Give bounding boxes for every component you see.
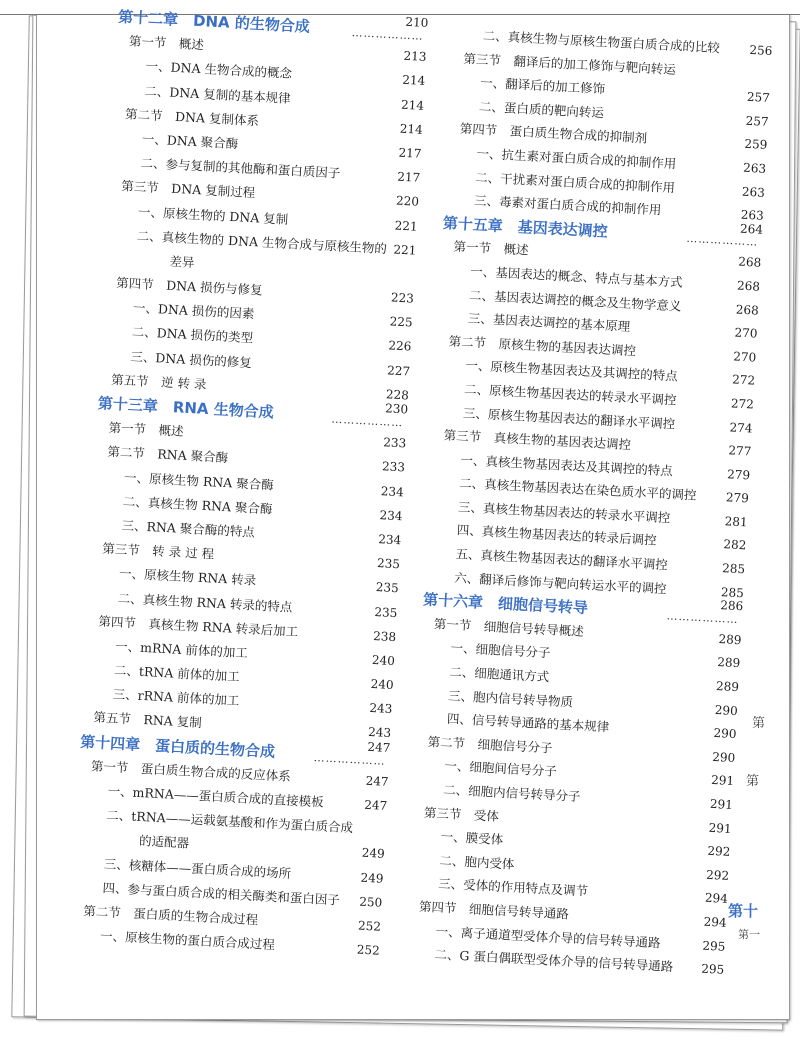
toc-entry-title: 第五节 RNA 复制: [93, 709, 203, 731]
toc-page-number: 294: [703, 914, 727, 930]
toc-page-number: 243: [367, 725, 392, 741]
toc-page-number: 281: [724, 514, 748, 530]
toc-entry-title: 四、真核生物基因表达的转录后调控: [456, 522, 657, 549]
edge-fragment: 第: [746, 774, 760, 789]
toc-entry-title: 二、真核生物 RNA 转录的特点: [117, 590, 293, 615]
toc-entry-title: 第一节 概述: [128, 33, 205, 53]
toc-entry-title: 第十三章 RNA 生物合成: [97, 394, 275, 422]
toc-entry-title: 三、毒素对蛋白质合成的抑制作用: [473, 192, 662, 218]
toc-entry-title: 三、胞内信号转导物质: [447, 687, 574, 710]
toc-entry-title: 一、DNA 聚合酶: [141, 131, 239, 152]
toc-entry-title: 第三节 受体: [423, 804, 500, 824]
toc-entry-title: 第五节 逆 转 录: [110, 371, 207, 392]
toc-page-number: 213: [403, 48, 427, 65]
toc-page-number: 274: [729, 419, 753, 436]
toc-entry-title: 第二节 原核生物的基因表达调控: [448, 333, 637, 359]
toc-entry-title: 二、基因表达调控的概念及生物学意义: [468, 287, 682, 314]
toc-entry-title: 第十四章 蛋白质的生物合成: [79, 732, 276, 761]
toc-entry-title: 第三节 DNA 复制过程: [120, 178, 256, 201]
toc-entry-title: 一、mRNA——蛋白质合成的直接模板: [107, 783, 325, 810]
toc-page-number: 277: [728, 443, 752, 459]
toc-entry-title: 二、真核生物与原核生物蛋白质合成的比较: [482, 27, 721, 56]
toc-entry-title: 三、受体的作用特点及调节: [437, 876, 589, 899]
toc-page-number: 268: [735, 302, 760, 318]
toc-right-column: [404, 22, 773, 981]
toc-entry-title: 第四节 DNA 损伤与修复: [115, 275, 263, 298]
toc-page-number: 289: [715, 679, 740, 695]
toc-page-number: 250: [358, 894, 383, 910]
toc-entry-title: 的适配器: [138, 833, 190, 851]
toc-entry-title: 三、核糖体——蛋白质合成的场所: [103, 855, 292, 881]
toc-entry-title: 第二节 蛋白质的生物合成过程: [82, 903, 259, 928]
toc-page-number: 240: [371, 652, 396, 668]
toc-entry-title: 二、真核生物 RNA 聚合酶: [122, 493, 273, 517]
toc-entry-title: 二、DNA 复制的基本规律: [143, 82, 292, 106]
toc-page-number: 217: [398, 145, 422, 161]
toc-entry-title: 第一节 概述: [453, 238, 529, 258]
toc-entry-title: 第三节 真核生物的基因表达调控: [443, 427, 632, 453]
toc-page-number: 234: [379, 507, 403, 524]
toc-entry-title: 五、真核生物基因表达的翻译水平调控: [455, 546, 669, 573]
toc-page-number: 290: [714, 702, 739, 718]
toc-entry-title: 一、离子通道型受体介导的信号转导通路: [435, 923, 661, 950]
toc-page-number: 263: [740, 207, 765, 223]
toc-page-number: 214: [399, 121, 424, 137]
toc-page-number: 257: [745, 113, 769, 129]
toc-entry-title: 六、翻译后修饰与靶向转运水平的调控: [453, 569, 667, 596]
toc-page-number: 268: [736, 278, 761, 294]
toc-page-number: 279: [726, 466, 751, 483]
toc-entry-title: 第四节 真核生物 RNA 转录后加工: [98, 613, 299, 639]
toc-page-number: 272: [730, 396, 755, 412]
toc-entry-title: 第一节 细胞信号转导概述: [433, 615, 585, 639]
leader-dots: ………………: [331, 412, 404, 430]
toc-page-number: 249: [361, 846, 386, 862]
toc-page-number: 268: [737, 254, 762, 271]
toc-page-number: 294: [704, 891, 729, 907]
toc-entry-title: 二、干扰素对蛋白质合成的抑制作用: [474, 169, 676, 195]
toc-entry-title: 二、真核生物的 DNA 生物合成与原核生物的: [136, 227, 388, 256]
toc-entry-title: 第二节 细胞信号分子: [427, 733, 553, 756]
toc-page-number: 220: [395, 193, 420, 210]
toc-page-number: 290: [712, 749, 736, 765]
leader-dots: ………………: [351, 26, 424, 43]
toc-page-number: 214: [400, 97, 425, 113]
toc-entry-title: 第二节 DNA 复制体系: [124, 106, 260, 129]
toc-entry-title: 一、DNA 生物合成的概念: [145, 58, 293, 82]
toc-entry-title: 第二节 RNA 聚合酶: [107, 444, 229, 466]
toc-entry-title: 二、参与复制的其他酶和蛋白质因子: [140, 155, 341, 181]
toc-entry-title: 一、原核生物 RNA 转录: [118, 565, 257, 589]
toc-page-number: 228: [385, 387, 410, 403]
toc-page-number: 247: [364, 797, 388, 813]
toc-page-number: 252: [356, 942, 381, 958]
toc-page-number: 247: [367, 739, 391, 755]
toc-entry-title: 一、翻译后的加工修饰: [479, 75, 606, 97]
toc-page-number: 235: [375, 580, 400, 596]
toc-page-number: 234: [380, 483, 405, 499]
toc-page-number: 295: [702, 938, 726, 954]
leader-dots: ………………: [313, 750, 386, 768]
toc-entry-title: 一、mRNA 前体的加工: [114, 638, 249, 661]
toc-page-number: 240: [370, 676, 394, 693]
toc-entry-title: 三、RNA 聚合酶的特点: [121, 517, 256, 540]
toc-page-number: 230: [384, 401, 409, 417]
toc-page-number: 279: [725, 490, 750, 506]
toc-page-number: 225: [389, 314, 413, 330]
toc-page-number: 291: [708, 820, 732, 836]
toc-entry-title: 第四节 蛋白质生物合成的抑制剂: [459, 121, 648, 146]
toc-page-number: 292: [705, 867, 730, 883]
edge-fragment: 第: [752, 716, 766, 731]
toc-page-number: 290: [713, 726, 737, 742]
toc-entry-title: 四、信号转导通路的基本规律: [446, 711, 610, 735]
toc-page-number: 221: [394, 218, 419, 234]
toc-entry-title: 三、真核生物基因表达的转录水平调控: [457, 499, 671, 526]
toc-page-number: 214: [402, 73, 426, 89]
toc-page-number: 234: [377, 532, 402, 548]
toc-entry-title: 一、原核生物 RNA 聚合酶: [123, 469, 275, 493]
toc-page-number: 238: [372, 628, 397, 644]
toc-entry-title: 三、rRNA 前体的加工: [112, 686, 240, 709]
toc-page-number: 235: [376, 556, 401, 572]
toc-entry-title: 第十六章 细胞信号转导: [422, 590, 589, 618]
toc-page-number: 295: [700, 961, 725, 977]
leader-dots: ………………: [686, 232, 759, 249]
toc-entry-title: 二、tRNA 前体的加工: [113, 662, 241, 685]
toc-entry-title: 一、膜受体: [440, 828, 504, 848]
toc-page-number: 249: [360, 870, 384, 886]
toc-entry-title: 三、DNA 损伤的修复: [130, 348, 253, 370]
toc-entry-title: 第十二章 DNA 的生物合成: [117, 7, 311, 36]
toc-entry-title: 一、原核生物的 DNA 复制: [137, 203, 289, 227]
toc-page-number: 210: [405, 14, 429, 30]
toc-page-number: 227: [386, 362, 411, 379]
toc-entry-title: 第四节 细胞信号转导通路: [418, 898, 570, 922]
toc-entry-title: 二、蛋白质的靶向转运: [478, 98, 605, 121]
toc-page-number: 235: [374, 604, 398, 620]
toc-entry-title: 第三节 转 录 过 程: [101, 540, 215, 562]
toc-page-number: 257: [746, 89, 771, 106]
toc-page-number: 264: [739, 221, 764, 237]
toc-entry-title: 二、细胞内信号转导分子: [442, 781, 581, 805]
toc-entry-title: 二、G 蛋白偶联型受体介导的信号转导通路: [434, 946, 674, 975]
toc-entry-title: 第三节 翻译后的加工修饰与靶向转运: [463, 50, 677, 77]
toc-entry-title: 一、真核生物基因表达及其调控的特点: [460, 451, 674, 479]
leader-dots: ………………: [666, 609, 739, 626]
toc-page-number: 292: [707, 843, 731, 860]
toc-page-number: 256: [749, 42, 773, 59]
toc-entry-title: 差异: [169, 253, 195, 270]
toc-page: [6, 0, 773, 1047]
toc-entry-title: 一、细胞间信号分子: [444, 758, 558, 780]
toc-entry-title: 三、原核生物基因表达的翻译水平调控: [462, 404, 676, 431]
toc-entry-title: 二、DNA 损伤的类型: [131, 324, 254, 346]
edge-fragment: 第一: [738, 928, 760, 941]
toc-page-number: 289: [716, 655, 741, 671]
toc-entry-title: 四、参与蛋白质合成的相关酶类和蛋白因子: [102, 879, 341, 908]
toc-page-number: 263: [741, 184, 766, 200]
toc-entry-title: 一、DNA 损伤的因素: [132, 300, 255, 322]
toc-page-number: 285: [720, 584, 745, 600]
toc-page-number: 221: [393, 242, 417, 258]
toc-page-number: 233: [383, 435, 407, 451]
toc-page-number: 289: [718, 631, 742, 648]
edge-fragment: 第十: [728, 902, 759, 920]
toc-page-number: 272: [731, 372, 756, 388]
toc-page-number: 291: [709, 796, 734, 813]
toc-entry-title: 二、细胞通讯方式: [448, 664, 550, 685]
toc-entry-title: 一、基因表达的概念、特点与基本方式: [469, 263, 683, 290]
toc-page-number: 217: [396, 169, 421, 185]
toc-entry-title: 第一节 蛋白质生物合成的反应体系: [90, 758, 292, 784]
toc-page-number: 243: [369, 701, 393, 717]
toc-entry-title: 第一节 概述: [108, 420, 184, 439]
toc-entry-title: 三、基因表达调控的基本原理: [467, 310, 631, 335]
toc-entry-title: 一、细胞信号分子: [450, 640, 551, 661]
toc-page-number: 223: [390, 290, 415, 306]
toc-page-number: 282: [723, 537, 747, 553]
toc-page-number: 270: [734, 325, 758, 341]
toc-entry-title: 一、原核生物的蛋白质合成过程: [99, 928, 276, 953]
toc-left-column: [69, 5, 428, 963]
toc-page-number: 259: [744, 137, 768, 153]
toc-page-number: 286: [719, 598, 744, 614]
toc-entry-title: 第十五章 基因表达调控: [442, 213, 609, 241]
toc-entry-title: 二、胞内受体: [439, 852, 515, 872]
toc-entry-title: 一、原核生物基因表达及其调控的特点: [465, 357, 679, 384]
toc-page-number: 233: [381, 459, 406, 475]
toc-page-number: 263: [742, 160, 767, 176]
toc-page-number: 285: [721, 561, 746, 577]
toc-page-number: 270: [733, 349, 757, 365]
toc-page-number: 226: [388, 338, 412, 354]
toc-page-number: 247: [365, 773, 389, 789]
toc-page-number: 291: [710, 773, 735, 789]
toc-entry-title: 二、真核生物基因表达在染色质水平的调控: [458, 475, 697, 503]
toc-page-number: 252: [357, 918, 382, 934]
toc-entry-title: 一、抗生素对蛋白质合成的抑制作用: [476, 145, 677, 172]
toc-entry-title: 二、原核生物基因表达的转录水平调控: [463, 381, 677, 408]
toc-entry-title: 二、tRNA——运载氨基酸和作为蛋白质合成: [106, 807, 354, 836]
